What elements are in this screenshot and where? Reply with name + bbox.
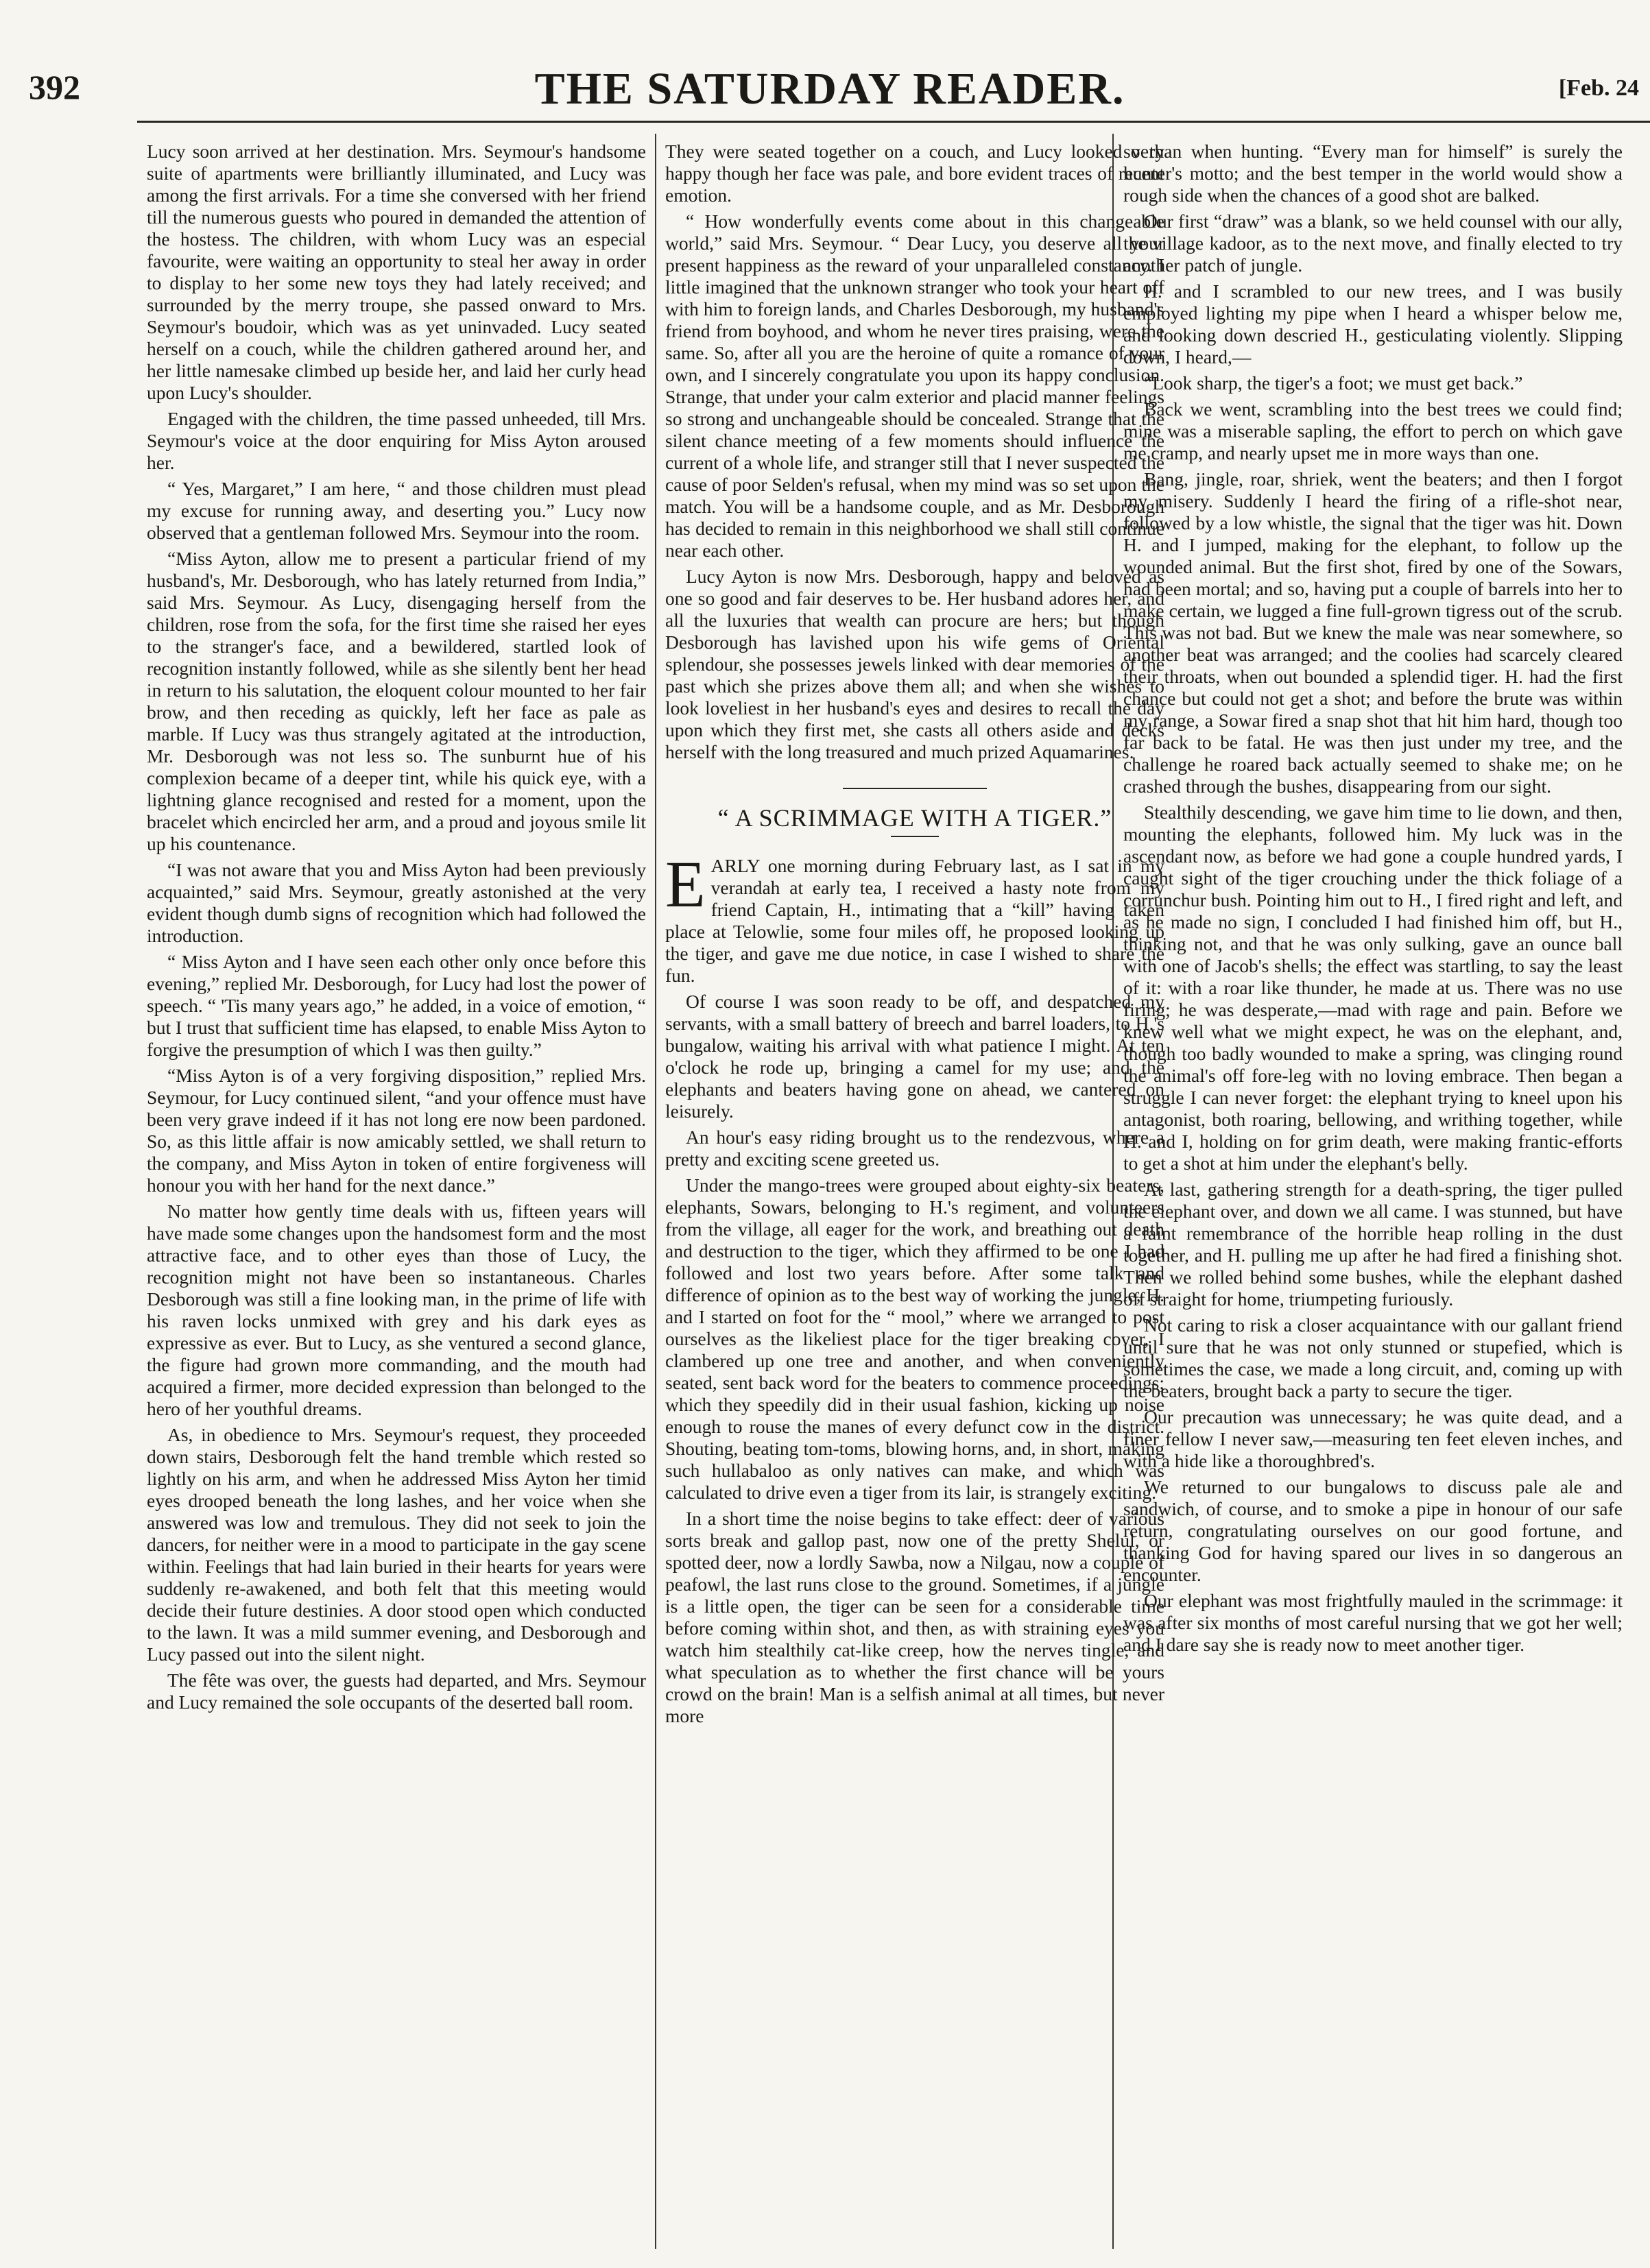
paragraph: “Miss Ayton is of a very forgiving disposition,” replied Mrs. Seymour, for Lucy continued silent, “and your offence must have been very grave indeed if it has not long ere now been pardoned. So, as this little affair is now amicably settled, we shall return to the company, and Miss Ayton in token of entire forgiveness will honour you with her hand for the next dance.” (147, 1065, 646, 1196)
paragraph: No matter how gently time deals with us, fifteen years will have made some changes upon the handsomest form and the most attractive face, and to other eyes than those of Lucy, the recognition might not have been so instantaneous. Charles Desborough was still a fine looking man, in the prime of life with his raven locks unmixed with grey and his dark eyes as expressive as ever. But to Lucy, as she ventured a second glance, the figure had grown more commanding, and the mouth had acquired a firmer, more decided expression than belonged to the hero of her youthful dreams. (147, 1201, 646, 1419)
paragraph: “I was not aware that you and Miss Ayton had been previously acquainted,” said Mrs. Seymour, greatly astonished at the very evident though dumb signs of recognition which had followed the introduction. (147, 859, 646, 946)
article-title: “ A SCRIMMAGE WITH A TIGER.” (717, 804, 1112, 832)
paragraph: They were seated together on a couch, and Lucy looked very happy though her face was pale, and bore evident traces of recent emotion. (665, 141, 1164, 206)
paragraph: “ How wonderfully events come about in this changeable world,” said Mrs. Seymour. “ Dear Lucy, you deserve all your present happiness as the reward of your unparalleled constancy. I little imagined that the unknown stranger who took your heart off with him to foreign lands, and Charles Desborough, my husband's friend from boyhood, and whom he never tires praising, were the same. So, after all you are the heroine of quite a romance of your own, and I sincerely congratulate you upon its happy conclusion. Strange, that under your calm exterior and placid manner feelings so strong and unchangeable should be concealed. Strange that the silent chance meeting of a few moments should influence the current of a whole life, and stranger still that I never suspected the cause of poor Selden's refusal, when my mind was so set upon the match. You will be a handsome couple, and as Mr. Desborough has decided to remain in this neighborhood we shall still continue near each other. (665, 210, 1164, 561)
paragraph: Our elephant was most frightfully mauled in the scrimmage: it was after six months of most careful nursing that we got her well; and I dare say she is ready now to meet another tiger. (1123, 1590, 1623, 1655)
title-rule (891, 836, 939, 837)
header-rule (137, 121, 1650, 123)
masthead: THE SATURDAY READER. (534, 64, 1125, 114)
paragraph: Of course I was soon ready to be off, and despatched my servants, with a small battery of breech and barrel loaders, to H.'s bungalow, waiting his arrival with what patience I might. At ten o'clock he rode up, bringing a camel for my use; and the elephants and beaters having gone on ahead, we cantered on leisurely. (665, 991, 1164, 1122)
paragraph: Back we went, scrambling into the best trees we could find; mine was a miserable sapling, the effort to perch on which gave me cramp, and nearly upset me in more ways than one. (1123, 398, 1623, 463)
paragraph: H. and I scrambled to our new trees, and I was busily employed lighting my pipe when I heard a whisper below me, and looking down descried H., gesticulating violently. Slipping down, I heard,— (1123, 280, 1623, 367)
column-divider (655, 134, 656, 2249)
paragraph: Stealthily descending, we gave him time to lie down, and then, mounting the elephants, followed him. My luck was in the ascendant now, as before we had gone a couple hundred yards, I caught sight of the tiger crouching under the thick foliage of a corrunchur bush. Pointing him out to H., I fired right and left, and as he made no sign, I concluded I had finished him off, but H., thinking not, and that he was only sulking, gave an ounce ball with one of Jacob's shells; the effect was startling, to say the least of it: with a roar like thunder, he made at us. There was no use firing; he was desperate,—mad with rage and pain. Before we knew well what we might expect, he was on the elephant, and, though too badly wounded to make a spring, was clinging round the animal's off fore-leg with no loving embrace. Then began a struggle I can never forget: the elephant trying to kneel upon his antagonist, both roaring, bellowing, and writhing together, while H. and I, holding on for grim death, were making frantic-efforts to get a shot at him under the elephant's belly. (1123, 801, 1623, 1174)
paragraph: Lucy soon arrived at her destination. Mrs. Seymour's handsome suite of apartments were brilliantly illuminated, and Lucy was among the first arrivals. For a time she conversed with her friend till the numerous guests who poured in demanded the attention of the hostess. The children, with whom Lucy was an especial favourite, were waiting an opportunity to steal her away in order to display to her some new toys they had lately received; and surrounded by the merry troupe, she passed onward to Mrs. Seymour's boudoir, which was as yet uninvaded. Lucy seated herself on a couch, while the children gathered around her, and her little namesake climbed up beside her, and laid her curly head upon Lucy's shoulder. (147, 141, 646, 403)
issue-date: [Feb. 24 (1558, 75, 1639, 101)
paragraph: Under the mango-trees were grouped about eighty-six beaters, elephants, Sowars, belonging to H.'s regiment, and volunteers from the village, all eager for the work, and breathing out death and destruction to the tiger, which they affirmed to be one I had followed and lost two years before. After some talk and difference of opinion as to the best way of working the jungle, H. and I started on foot for the “ mool,” where we arranged to post ourselves as the likeliest place for the tiger breaking cover, I clambered up one tree and another, and when conveniently seated, sent back word for the beaters to commence proceedings; which they speedily did in their usual fashion, kicking up noise enough to rouse the manes of every defunct cow in the district. Shouting, beating tom-toms, blowing horns, and, in short, making such hullabaloo as only natives can make, and which was calculated to drive even a tiger from its lair, is strangely exciting. (665, 1174, 1164, 1503)
paragraph: Not caring to risk a closer acquaintance with our gallant friend until sure that he was not only stunned or stupefied, which is sometimes the case, we made a long circuit, and, coming up with the beaters, brought back a party to secure the tiger. (1123, 1314, 1623, 1401)
paragraph: Lucy Ayton is now Mrs. Desborough, happy and beloved as one so good and fair deserves to be. Her husband adores her, and all the luxuries that wealth can procure are hers; but though Desborough has lavished upon his wife gems of Oriental splendour, she possesses jewels linked with dear memories of the past which she prizes above them all; and when she wishes to look loveliest in her husband's eyes and desires to recall the day upon which they first met, she casts all others aside and decks herself with the long treasured and much prized Aquamarines. (665, 566, 1164, 762)
section-separator (843, 788, 987, 789)
paragraph: The fête was over, the guests had departed, and Mrs. Seymour and Lucy remained the sole occupants of the deserted ball room. (147, 1669, 646, 1713)
page-header (21, 48, 1639, 123)
opening-text: ARLY one morning during February last, as I sat in my verandah at early tea, I received a hasty note from my friend Captain, H., intimating that a “kill” having taken place at Telowlie, some four miles off, he proposed looking up the tiger, and gave me due notice, in case I wished to share the fun. (665, 855, 1164, 986)
paragraph: An hour's easy riding brought us to the rendezvous, where a pretty and exciting scene greeted us. (665, 1126, 1164, 1170)
paragraph: “Miss Ayton, allow me to present a particular friend of my husband's, Mr. Desborough, who has lately returned from India,” said Mrs. Seymour. As Lucy, disengaging herself from the children, rose from the sofa, for the first time she raised her eyes to the stranger's face, and a bewildered, startled look of recognition instantly followed, while as she silently bent her head in return to his salutation, the eloquent colour mounted to her fair brow, and then receding as quickly, left her face as pale as marble. If Lucy was thus strangely agitated at the introduction, Mr. Desborough was not less so. The sunburnt hue of his complexion became of a deeper tint, while his quick eye, with a lightning glance recognised and rested for a moment, upon the bracelet which encircled her arm, and a proud and joyous smile lit up his countenance. (147, 548, 646, 854)
paragraph: “ Miss Ayton and I have seen each other only once before this evening,” replied Mr. Desborough, for Lucy had lost the power of speech. “ 'Tis many years ago,” he added, in a voice of emotion, “ but I trust that sufficient time has elapsed, to enable Miss Ayton to forgive the presumption of which I was then guilty.” (147, 951, 646, 1060)
paragraph: so than when hunting. “Every man for himself” is surely the hunter's motto; and the best temper in the world would show a rough side when the chances of a good shot are balked. (1123, 141, 1623, 206)
column-3 (1123, 141, 1623, 2245)
paragraph: At last, gathering strength for a death-spring, the tiger pulled the elephant over, and down we all came. I was stunned, but have a faint remembrance of the horrible heap rolling in the dust together, and H. pulling me up after he had fired a finishing shot. Then we rolled behind some bushes, while the elephant dashed off straight for home, triumpeting furiously. (1123, 1179, 1623, 1310)
opening-paragraph (665, 847, 1164, 987)
page-number: 392 (29, 68, 80, 106)
paragraph: Bang, jingle, roar, shriek, went the beaters; and then I forgot my misery. Suddenly I heard the firing of a rifle-shot near, followed by a low whistle, the signal that the tiger was hit. Down H. and I jumped, making for the elephant, to follow up the wounded animal. But the first shot, fired by one of the Sowars, had been mortal; and so, having put a couple of barrels into her to make certain, we lugged a fine full-grown tigress out of the scrub. This was not bad. But we knew the male was near somewhere, so another beat was arranged; and the coolies had scarcely cleared their throats, when out bounded a splendid tiger. H. had the first chance but could not get a shot; and before the brute was within my range, a Sowar fired a snap shot that hit him hard, though too far back to be fatal. He was then just under my tree, and the challenge he roared back actually seemed to shake me; on he crashed through the bushes, disappearing from our sight. (1123, 468, 1623, 797)
column-2 (665, 141, 1164, 2245)
column-1 (147, 141, 646, 2245)
paragraph: Our precaution was unnecessary; he was quite dead, and a finer fellow I never saw,—measuring ten feet eleven inches, and with a hide like a thoroughbred's. (1123, 1406, 1623, 1471)
paragraph: Our first “draw” was a blank, so we held counsel with our ally, the village kadoor, as to the next move, and finally elected to try another patch of jungle. (1123, 210, 1623, 276)
paragraph: “ Yes, Margaret,” I am here, “ and those children must plead my excuse for running away, and deserting you.” Lucy now observed that a gentleman followed Mrs. Seymour into the room. (147, 478, 646, 543)
paragraph: As, in obedience to Mrs. Seymour's request, they proceeded down stairs, Desborough felt the hand tremble which rested so lightly on his arm, and when he addressed Miss Ayton her timid eyes drooped beneath the long lashes, and her voice when she answered was low and tremulous. They did not seek to join the dancers, for neither were in a mood to participate in the gay scene within. Feelings that had lain buried in their hearts for years were suddenly re-awakened, and both felt that this meeting would decide their future destinies. A door stood open which conducted to the lawn. It was a mild summer evening, and Desborough and Lucy passed out into the silent night. (147, 1424, 646, 1665)
paragraph: Engaged with the children, the time passed unheeded, till Mrs. Seymour's voice at the door enquiring for Miss Ayton aroused her. (147, 408, 646, 473)
paragraph: “Look sharp, the tiger's a foot; we must get back.” (1144, 372, 1523, 394)
drop-cap: E (665, 847, 706, 921)
paragraph: In a short time the noise begins to take effect: deer of various sorts break and gallop past, now one of the pretty Shelul, or spotted deer, now a lordly Sawba, now a Nilgau, now a couple of peafowl, the last runs close to the ground. Sometimes, if a jungle is a little open, the tiger can be seen for a considerable time before coming within shot, and then, as with straining eyes you watch him stealthily cat-like creep, how the nerves tingle, and what speculation as to whether the first chance will be yours crowd on the brain! Man is a selfish animal at all times, but never more (665, 1508, 1164, 1726)
paragraph: We returned to our bungalows to discuss pale ale and sandwich, of course, and to smoke a pipe in honour of our safe return, congratulating ourselves on our good fortune, and thanking God for having spared our lives in so dangerous an encounter. (1123, 1476, 1623, 1585)
